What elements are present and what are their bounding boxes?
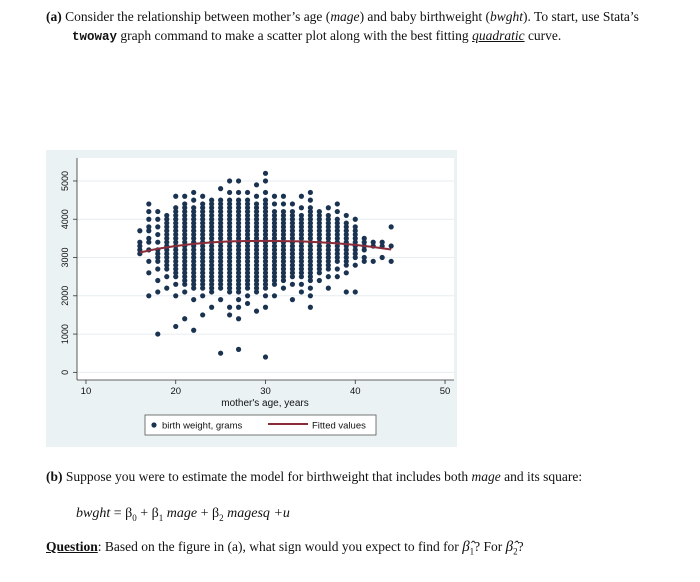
eq-sub-2: 2 [219,512,224,523]
data-point [173,293,178,298]
data-point [326,205,331,210]
data-point [335,201,340,206]
question-text-2: ? For [474,539,506,554]
part-b-text-1: Suppose you were to estimate the model for birthweight that includes both [65,469,472,484]
data-point [236,178,241,183]
data-point [155,289,160,294]
data-point [299,194,304,199]
data-point [209,198,214,203]
data-point [281,201,286,206]
part-b-label: (b) [46,469,63,484]
beta-hat-2-sub: 2 [513,546,518,557]
y-tick-label: 0 [60,369,70,375]
data-point [344,213,349,218]
data-point [245,198,250,203]
data-point [236,305,241,310]
data-point [308,190,313,195]
question-label: Question [46,539,98,554]
eq-term-magesq: magesq [223,506,270,521]
eq-sub-0: 0 [132,512,137,523]
data-point [146,270,151,275]
part-a-text-3: ). To start, use Stata’s [523,9,639,24]
data-point [389,224,394,229]
data-point [353,224,358,229]
data-point [182,194,187,199]
data-point [191,328,196,333]
data-point [155,266,160,271]
twoway-command: twoway [72,30,118,44]
data-point [308,305,313,310]
beta-hat-1: β̂ [462,539,470,555]
data-point [200,201,205,206]
data-point [146,293,151,298]
scatter-figure [46,150,457,447]
data-point [353,217,358,222]
data-point [299,213,304,218]
data-point [155,240,160,245]
x-tick-label: 40 [349,386,361,397]
data-point [371,259,376,264]
eq-plus-beta1: + β [136,506,159,521]
data-point [146,217,151,222]
data-point [263,354,268,359]
data-point [155,224,160,229]
data-point [146,236,151,241]
mage-variable: mage [330,9,360,24]
data-point [308,198,313,203]
x-tick-label: 20 [170,386,182,397]
data-point [290,209,295,214]
eq-term-mage: mage [163,506,198,521]
data-point [380,255,385,260]
data-point [335,274,340,279]
data-point [317,278,322,283]
data-point [173,324,178,329]
data-point [380,240,385,245]
data-point [281,194,286,199]
data-point [236,190,241,195]
data-point [227,305,232,310]
data-point [218,186,223,191]
data-point [155,331,160,336]
mage-variable-b: mage [471,469,501,484]
eq-equals-beta0: = β [110,506,133,521]
part-a-text-5: curve. [524,28,562,43]
data-point [263,305,268,310]
data-point [299,282,304,287]
data-point [389,259,394,264]
data-point [236,316,241,321]
regression-equation [76,504,290,528]
data-point [236,347,241,352]
beta-hat-1-sub: 1 [469,546,475,557]
data-point [236,297,241,302]
part-a-paragraph [46,7,686,47]
y-tick-label: 5000 [60,170,70,191]
data-point [335,209,340,214]
data-point [218,198,223,203]
data-point [137,240,142,245]
x-tick-label: 50 [439,386,451,397]
data-point [308,286,313,291]
data-point [254,182,259,187]
question-text-1: : Based on the figure in (a), what sign would you expect to find for [97,539,463,554]
data-point [326,286,331,291]
data-point [200,293,205,298]
data-point [263,171,268,176]
data-point [281,286,286,291]
data-point [362,255,367,260]
data-point [326,274,331,279]
data-point [155,232,160,237]
data-point [308,293,313,298]
eq-sub-1: 1 [158,512,164,523]
data-point [173,205,178,210]
data-point [263,293,268,298]
data-point [245,190,250,195]
data-point [272,194,277,199]
data-point [155,217,160,222]
data-point [182,201,187,206]
data-point [164,286,169,291]
data-point [191,297,196,302]
data-point [272,201,277,206]
data-point [299,289,304,294]
eq-lhs: bwght [76,506,111,521]
data-point [227,198,232,203]
data-point [182,289,187,294]
data-point [362,236,367,241]
part-a-label: (a) [46,9,62,24]
legend-item-fitted-values: Fitted values [312,420,366,432]
quadratic-word: quadratic [472,28,525,43]
data-point [245,293,250,298]
data-point [155,278,160,283]
data-point [389,243,394,248]
y-tick-label: 2000 [60,285,70,306]
data-point [200,194,205,199]
part-b-text-2: and its square: [500,469,583,484]
data-point [137,228,142,233]
data-point [173,194,178,199]
data-point [209,305,214,310]
data-point [146,201,151,206]
data-point [218,351,223,356]
data-point [173,282,178,287]
x-tick-label: 10 [80,386,92,397]
question-text-3: ? [517,539,524,554]
data-point [146,224,151,229]
data-point [344,220,349,225]
data-point [299,205,304,210]
scatter-chart [46,150,457,447]
legend-scatter-marker [151,422,156,427]
legend-item-birth-weight: birth weight, grams [162,420,243,432]
part-a-text-4: graph command to make a scatter plot along with the best fitting [117,28,473,43]
data-point [326,213,331,218]
data-point [254,194,259,199]
data-point [191,198,196,203]
data-point [335,266,340,271]
data-point [155,209,160,214]
data-point [263,190,268,195]
eq-plus-u: +u [269,506,290,521]
question-paragraph [46,537,686,562]
data-point [317,209,322,214]
data-point [344,270,349,275]
x-tick-label: 30 [260,386,271,397]
data-point [146,209,151,214]
data-point [146,259,151,264]
x-axis-label: mother's age, years [221,398,309,409]
data-point [272,293,277,298]
data-point [290,282,295,287]
data-point [263,178,268,183]
data-point [281,209,286,214]
data-point [371,240,376,245]
data-point [308,205,313,210]
data-point [191,205,196,210]
part-a-text-1: Consider the relationship between mother’s age ( [65,9,331,24]
bwght-variable: bwght [490,9,524,24]
data-point [227,178,232,183]
data-point [290,201,295,206]
data-point [218,297,223,302]
data-point [164,213,169,218]
beta-hat-2: β̂ [505,539,514,555]
y-tick-label: 1000 [60,324,70,345]
part-a-text-2: ) and baby birthweight ( [359,9,491,24]
data-point [182,316,187,321]
y-tick-label: 4000 [60,209,70,230]
data-point [254,201,259,206]
legend [145,415,376,435]
y-tick-label: 3000 [60,247,70,268]
data-point [335,217,340,222]
data-point [227,312,232,317]
data-point [164,274,169,279]
data-point [245,301,250,306]
data-point [353,289,358,294]
part-b-paragraph [46,467,686,486]
data-point [236,198,241,203]
data-point [263,198,268,203]
eq-plus-beta2: + β [197,506,220,521]
data-point [227,190,232,195]
data-point [353,263,358,268]
data-point [290,297,295,302]
data-point [344,289,349,294]
data-point [191,190,196,195]
data-point [272,209,277,214]
data-point [254,309,259,314]
data-point [200,312,205,317]
